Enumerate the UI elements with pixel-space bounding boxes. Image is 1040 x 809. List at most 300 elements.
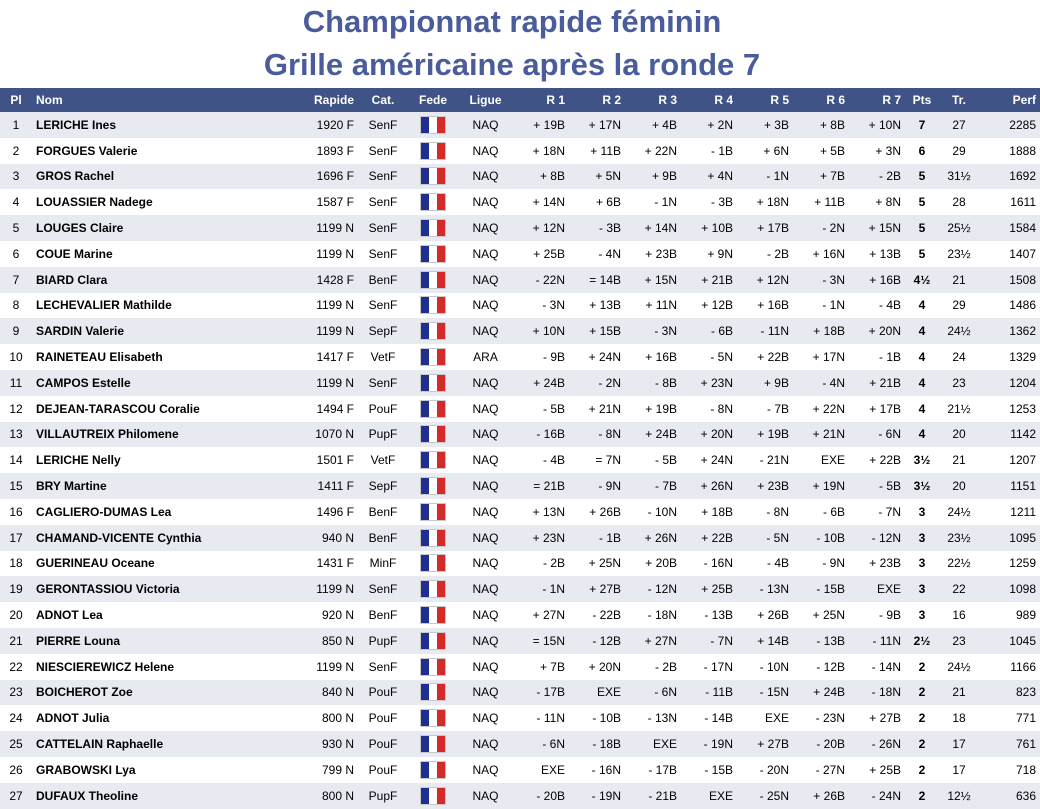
table-row bbox=[0, 370, 1040, 396]
cell-r7: + 15N bbox=[849, 215, 905, 241]
cell-rapide: 1501 F bbox=[290, 447, 358, 473]
cell-tr: 28 bbox=[939, 189, 979, 215]
table-row bbox=[0, 447, 1040, 473]
cell-r2: + 11B bbox=[569, 138, 625, 164]
table-row bbox=[0, 499, 1040, 525]
cell-pl: 2 bbox=[0, 138, 32, 164]
cell-nom: ADNOT Lea bbox=[32, 602, 290, 628]
cell-r6: + 5B bbox=[793, 138, 849, 164]
cell-pts: 4 bbox=[905, 422, 939, 448]
cell-r4: - 14B bbox=[681, 705, 737, 731]
cell-tr: 31½ bbox=[939, 164, 979, 190]
cell-nom: GUERINEAU Oceane bbox=[32, 551, 290, 577]
cell-r2: + 20N bbox=[569, 654, 625, 680]
france-flag-icon bbox=[421, 401, 445, 417]
cell-r6: + 11B bbox=[793, 189, 849, 215]
cell-cat: SenF bbox=[358, 164, 408, 190]
table-row bbox=[0, 576, 1040, 602]
cell-fede bbox=[408, 370, 458, 396]
cell-r7: - 1B bbox=[849, 344, 905, 370]
header-r4: R 4 bbox=[681, 88, 737, 112]
cell-r6: - 27N bbox=[793, 757, 849, 783]
cell-r2: = 7N bbox=[569, 447, 625, 473]
cell-r4: + 25B bbox=[681, 576, 737, 602]
cell-cat: SenF bbox=[358, 576, 408, 602]
cell-perf: 1204 bbox=[979, 370, 1040, 396]
cell-r6: - 9N bbox=[793, 551, 849, 577]
cell-rapide: 1920 F bbox=[290, 112, 358, 138]
cell-perf: 761 bbox=[979, 731, 1040, 757]
table-row bbox=[0, 783, 1040, 809]
cell-cat: PupF bbox=[358, 422, 408, 448]
cell-fede bbox=[408, 318, 458, 344]
cell-r3: + 20B bbox=[625, 551, 681, 577]
cell-r7: - 12N bbox=[849, 525, 905, 551]
cell-rapide: 1070 N bbox=[290, 422, 358, 448]
cell-r2: - 1B bbox=[569, 525, 625, 551]
cell-nom: COUE Marine bbox=[32, 241, 290, 267]
cell-r7: - 24N bbox=[849, 783, 905, 809]
cell-tr: 22 bbox=[939, 576, 979, 602]
cell-r3: EXE bbox=[625, 731, 681, 757]
cell-tr: 16 bbox=[939, 602, 979, 628]
table-row bbox=[0, 422, 1040, 448]
france-flag-icon bbox=[421, 762, 445, 778]
cell-r3: + 26N bbox=[625, 525, 681, 551]
cell-r6: + 24B bbox=[793, 680, 849, 706]
cell-r5: - 15N bbox=[737, 680, 793, 706]
cell-perf: 1692 bbox=[979, 164, 1040, 190]
cell-r1: + 7B bbox=[513, 654, 569, 680]
cell-pl: 4 bbox=[0, 189, 32, 215]
cell-r3: - 5B bbox=[625, 447, 681, 473]
cell-pl: 5 bbox=[0, 215, 32, 241]
france-flag-icon bbox=[421, 246, 445, 262]
cell-r4: - 16N bbox=[681, 551, 737, 577]
table-row bbox=[0, 267, 1040, 293]
cell-nom: CATTELAIN Raphaelle bbox=[32, 731, 290, 757]
cell-pts: 3 bbox=[905, 525, 939, 551]
cell-r5: + 27B bbox=[737, 731, 793, 757]
cell-r6: + 8B bbox=[793, 112, 849, 138]
cell-cat: PupF bbox=[358, 628, 408, 654]
cell-r1: + 27N bbox=[513, 602, 569, 628]
cell-r5: + 18N bbox=[737, 189, 793, 215]
cell-r7: - 14N bbox=[849, 654, 905, 680]
cell-tr: 23 bbox=[939, 370, 979, 396]
cell-r3: - 21B bbox=[625, 783, 681, 809]
cell-r7: + 20N bbox=[849, 318, 905, 344]
cell-fede bbox=[408, 499, 458, 525]
cell-r5: + 19B bbox=[737, 422, 793, 448]
cell-pl: 21 bbox=[0, 628, 32, 654]
cell-pts: 4½ bbox=[905, 267, 939, 293]
cell-fede bbox=[408, 757, 458, 783]
cell-pts: 7 bbox=[905, 112, 939, 138]
cell-nom: RAINETEAU Elisabeth bbox=[32, 344, 290, 370]
cell-r7: + 21B bbox=[849, 370, 905, 396]
cell-r2: + 5N bbox=[569, 164, 625, 190]
cell-r7: - 5B bbox=[849, 473, 905, 499]
cell-r7: EXE bbox=[849, 576, 905, 602]
cell-rapide: 1411 F bbox=[290, 473, 358, 499]
france-flag-icon bbox=[421, 736, 445, 752]
table-row bbox=[0, 164, 1040, 190]
cell-pts: 3 bbox=[905, 576, 939, 602]
cell-ligue: NAQ bbox=[458, 757, 513, 783]
cell-r7: - 7N bbox=[849, 499, 905, 525]
cell-r6: - 3N bbox=[793, 267, 849, 293]
cell-r3: + 23B bbox=[625, 241, 681, 267]
france-flag-icon bbox=[421, 117, 445, 133]
cell-fede bbox=[408, 731, 458, 757]
cell-r2: - 12B bbox=[569, 628, 625, 654]
cell-r2: - 2N bbox=[569, 370, 625, 396]
cell-r5: - 21N bbox=[737, 447, 793, 473]
cell-perf: 636 bbox=[979, 783, 1040, 809]
cell-ligue: NAQ bbox=[458, 473, 513, 499]
cell-perf: 1584 bbox=[979, 215, 1040, 241]
cell-cat: SepF bbox=[358, 473, 408, 499]
cell-tr: 20 bbox=[939, 422, 979, 448]
cell-r2: + 26B bbox=[569, 499, 625, 525]
cell-pts: 3½ bbox=[905, 447, 939, 473]
cell-r7: - 9B bbox=[849, 602, 905, 628]
table-row bbox=[0, 396, 1040, 422]
cell-nom: BRY Martine bbox=[32, 473, 290, 499]
cell-nom: PIERRE Louna bbox=[32, 628, 290, 654]
cell-rapide: 850 N bbox=[290, 628, 358, 654]
france-flag-icon bbox=[421, 710, 445, 726]
cell-nom: SARDIN Valerie bbox=[32, 318, 290, 344]
cell-nom: CAMPOS Estelle bbox=[32, 370, 290, 396]
cell-fede bbox=[408, 705, 458, 731]
cell-r6: - 2N bbox=[793, 215, 849, 241]
cell-r5: + 9B bbox=[737, 370, 793, 396]
table-row bbox=[0, 241, 1040, 267]
cell-r6: + 19N bbox=[793, 473, 849, 499]
cell-tr: 21 bbox=[939, 447, 979, 473]
cell-fede bbox=[408, 447, 458, 473]
cell-ligue: NAQ bbox=[458, 783, 513, 809]
table-row bbox=[0, 551, 1040, 577]
table-row bbox=[0, 680, 1040, 706]
cell-r3: + 19B bbox=[625, 396, 681, 422]
france-flag-icon bbox=[421, 788, 445, 804]
cell-cat: SenF bbox=[358, 654, 408, 680]
cell-ligue: NAQ bbox=[458, 215, 513, 241]
cell-rapide: 1696 F bbox=[290, 164, 358, 190]
cell-r6: - 1N bbox=[793, 293, 849, 319]
cell-r1: - 2B bbox=[513, 551, 569, 577]
cell-r3: - 1N bbox=[625, 189, 681, 215]
cell-r1: = 15N bbox=[513, 628, 569, 654]
cell-ligue: NAQ bbox=[458, 112, 513, 138]
cell-ligue: NAQ bbox=[458, 731, 513, 757]
cell-r2: - 16N bbox=[569, 757, 625, 783]
header-ligue: Ligue bbox=[458, 88, 513, 112]
cell-r5: - 4B bbox=[737, 551, 793, 577]
cell-perf: 771 bbox=[979, 705, 1040, 731]
cell-r4: + 24N bbox=[681, 447, 737, 473]
cell-perf: 1207 bbox=[979, 447, 1040, 473]
cell-r4: + 10B bbox=[681, 215, 737, 241]
cell-r3: + 14N bbox=[625, 215, 681, 241]
cell-tr: 21½ bbox=[939, 396, 979, 422]
cell-r4: - 17N bbox=[681, 654, 737, 680]
cell-r4: - 8N bbox=[681, 396, 737, 422]
cell-r6: + 21N bbox=[793, 422, 849, 448]
cell-r1: - 20B bbox=[513, 783, 569, 809]
cell-pts: 2½ bbox=[905, 628, 939, 654]
cell-r4: - 19N bbox=[681, 731, 737, 757]
cell-rapide: 800 N bbox=[290, 705, 358, 731]
cell-r3: - 13N bbox=[625, 705, 681, 731]
cell-r5: - 10N bbox=[737, 654, 793, 680]
header-tr: Tr. bbox=[939, 88, 979, 112]
cell-fede bbox=[408, 525, 458, 551]
cell-pl: 8 bbox=[0, 293, 32, 319]
cell-r2: - 8N bbox=[569, 422, 625, 448]
cell-r2: + 13B bbox=[569, 293, 625, 319]
cell-r5: - 25N bbox=[737, 783, 793, 809]
header-nom: Nom bbox=[32, 88, 290, 112]
cell-r7: + 10N bbox=[849, 112, 905, 138]
cell-r5: - 5N bbox=[737, 525, 793, 551]
cell-cat: SenF bbox=[358, 370, 408, 396]
cell-r5: + 17B bbox=[737, 215, 793, 241]
cell-fede bbox=[408, 241, 458, 267]
cell-r7: - 2B bbox=[849, 164, 905, 190]
cell-pts: 4 bbox=[905, 396, 939, 422]
cell-cat: BenF bbox=[358, 267, 408, 293]
cell-fede bbox=[408, 576, 458, 602]
cell-r5: + 22B bbox=[737, 344, 793, 370]
france-flag-icon bbox=[421, 272, 445, 288]
cell-r2: + 24N bbox=[569, 344, 625, 370]
cell-r2: - 10B bbox=[569, 705, 625, 731]
cell-fede bbox=[408, 189, 458, 215]
cell-cat: VetF bbox=[358, 344, 408, 370]
cell-tr: 24½ bbox=[939, 499, 979, 525]
cell-r3: - 12N bbox=[625, 576, 681, 602]
cell-r3: - 10N bbox=[625, 499, 681, 525]
cell-ligue: NAQ bbox=[458, 318, 513, 344]
france-flag-icon bbox=[421, 323, 445, 339]
cell-pl: 14 bbox=[0, 447, 32, 473]
cell-cat: PouF bbox=[358, 705, 408, 731]
cell-r1: EXE bbox=[513, 757, 569, 783]
cell-tr: 23½ bbox=[939, 525, 979, 551]
cell-r4: - 13B bbox=[681, 602, 737, 628]
cell-r3: + 11N bbox=[625, 293, 681, 319]
cell-r6: - 23N bbox=[793, 705, 849, 731]
cell-r7: + 17B bbox=[849, 396, 905, 422]
table-row bbox=[0, 757, 1040, 783]
header-r3: R 3 bbox=[625, 88, 681, 112]
cell-perf: 989 bbox=[979, 602, 1040, 628]
cell-pl: 13 bbox=[0, 422, 32, 448]
cell-r6: + 7B bbox=[793, 164, 849, 190]
cell-perf: 1098 bbox=[979, 576, 1040, 602]
cell-ligue: NAQ bbox=[458, 164, 513, 190]
cell-cat: PouF bbox=[358, 680, 408, 706]
cell-cat: SenF bbox=[358, 215, 408, 241]
cell-rapide: 800 N bbox=[290, 783, 358, 809]
cell-pts: 2 bbox=[905, 654, 939, 680]
cell-r5: - 2B bbox=[737, 241, 793, 267]
header-r2: R 2 bbox=[569, 88, 625, 112]
cell-perf: 1166 bbox=[979, 654, 1040, 680]
cell-pl: 25 bbox=[0, 731, 32, 757]
france-flag-icon bbox=[421, 607, 445, 623]
cell-fede bbox=[408, 164, 458, 190]
cell-perf: 1362 bbox=[979, 318, 1040, 344]
france-flag-icon bbox=[421, 194, 445, 210]
cell-r1: - 17B bbox=[513, 680, 569, 706]
cell-rapide: 1893 F bbox=[290, 138, 358, 164]
cell-nom: VILLAUTREIX Philomene bbox=[32, 422, 290, 448]
table-header-row bbox=[0, 88, 1040, 112]
cell-r6: - 20B bbox=[793, 731, 849, 757]
cell-nom: BOICHEROT Zoe bbox=[32, 680, 290, 706]
cell-rapide: 1587 F bbox=[290, 189, 358, 215]
cell-ligue: NAQ bbox=[458, 241, 513, 267]
cell-rapide: 1199 N bbox=[290, 293, 358, 319]
cell-r6: - 13B bbox=[793, 628, 849, 654]
cell-fede bbox=[408, 551, 458, 577]
cell-r4: - 5N bbox=[681, 344, 737, 370]
cell-r2: - 9N bbox=[569, 473, 625, 499]
cell-fede bbox=[408, 473, 458, 499]
cell-cat: BenF bbox=[358, 602, 408, 628]
cell-fede bbox=[408, 215, 458, 241]
cell-cat: PouF bbox=[358, 757, 408, 783]
table-row bbox=[0, 189, 1040, 215]
cell-r3: - 8B bbox=[625, 370, 681, 396]
cell-r1: + 12N bbox=[513, 215, 569, 241]
table-row bbox=[0, 654, 1040, 680]
cell-r6: - 4N bbox=[793, 370, 849, 396]
cell-cat: BenF bbox=[358, 525, 408, 551]
cell-r3: + 24B bbox=[625, 422, 681, 448]
cell-r2: + 25N bbox=[569, 551, 625, 577]
cell-rapide: 1199 N bbox=[290, 370, 358, 396]
cell-r7: + 23B bbox=[849, 551, 905, 577]
cell-perf: 1045 bbox=[979, 628, 1040, 654]
cell-r4: - 7N bbox=[681, 628, 737, 654]
france-flag-icon bbox=[421, 297, 445, 313]
header-perf: Perf bbox=[979, 88, 1040, 112]
cell-rapide: 920 N bbox=[290, 602, 358, 628]
cell-nom: LOUASSIER Nadege bbox=[32, 189, 290, 215]
cell-ligue: NAQ bbox=[458, 267, 513, 293]
cell-r4: + 20N bbox=[681, 422, 737, 448]
cell-pl: 1 bbox=[0, 112, 32, 138]
cell-cat: PupF bbox=[358, 783, 408, 809]
cell-nom: ADNOT Julia bbox=[32, 705, 290, 731]
france-flag-icon bbox=[421, 143, 445, 159]
table-row bbox=[0, 731, 1040, 757]
cell-tr: 21 bbox=[939, 267, 979, 293]
cell-r6: + 17N bbox=[793, 344, 849, 370]
cell-r2: + 6B bbox=[569, 189, 625, 215]
cell-cat: SenF bbox=[358, 189, 408, 215]
cell-r1: - 16B bbox=[513, 422, 569, 448]
cell-r5: + 14B bbox=[737, 628, 793, 654]
cell-cat: SenF bbox=[358, 112, 408, 138]
cell-pl: 20 bbox=[0, 602, 32, 628]
cell-r4: + 12B bbox=[681, 293, 737, 319]
cell-rapide: 840 N bbox=[290, 680, 358, 706]
cell-fede bbox=[408, 783, 458, 809]
cell-r1: - 11N bbox=[513, 705, 569, 731]
cell-cat: SenF bbox=[358, 293, 408, 319]
cell-r5: + 3B bbox=[737, 112, 793, 138]
cell-r6: - 10B bbox=[793, 525, 849, 551]
cell-r1: + 24B bbox=[513, 370, 569, 396]
cell-rapide: 1199 N bbox=[290, 318, 358, 344]
header-r5: R 5 bbox=[737, 88, 793, 112]
cell-pts: 5 bbox=[905, 241, 939, 267]
cell-ligue: NAQ bbox=[458, 705, 513, 731]
cell-r7: + 25B bbox=[849, 757, 905, 783]
cell-r1: - 5B bbox=[513, 396, 569, 422]
cell-fede bbox=[408, 138, 458, 164]
cell-ligue: NAQ bbox=[458, 551, 513, 577]
cell-pts: 5 bbox=[905, 164, 939, 190]
cell-rapide: 1431 F bbox=[290, 551, 358, 577]
cell-r7: - 18N bbox=[849, 680, 905, 706]
standings-body bbox=[0, 112, 1040, 809]
cell-r5: + 12N bbox=[737, 267, 793, 293]
cell-nom: GRABOWSKI Lya bbox=[32, 757, 290, 783]
cell-nom: LECHEVALIER Mathilde bbox=[32, 293, 290, 319]
cell-pts: 3 bbox=[905, 602, 939, 628]
cell-rapide: 1199 N bbox=[290, 654, 358, 680]
cell-tr: 24 bbox=[939, 344, 979, 370]
cell-ligue: NAQ bbox=[458, 628, 513, 654]
cell-r6: - 6B bbox=[793, 499, 849, 525]
cell-pts: 4 bbox=[905, 293, 939, 319]
header-cat: Cat. bbox=[358, 88, 408, 112]
cell-perf: 1253 bbox=[979, 396, 1040, 422]
cell-pl: 16 bbox=[0, 499, 32, 525]
cell-r4: + 2N bbox=[681, 112, 737, 138]
cell-tr: 17 bbox=[939, 731, 979, 757]
cell-nom: DUFAUX Theoline bbox=[32, 783, 290, 809]
cell-r5: - 11N bbox=[737, 318, 793, 344]
cell-pts: 3 bbox=[905, 551, 939, 577]
cell-ligue: NAQ bbox=[458, 654, 513, 680]
cell-tr: 27 bbox=[939, 112, 979, 138]
cell-pl: 15 bbox=[0, 473, 32, 499]
cell-perf: 1095 bbox=[979, 525, 1040, 551]
cell-r4: + 23N bbox=[681, 370, 737, 396]
cell-pl: 11 bbox=[0, 370, 32, 396]
cell-tr: 23 bbox=[939, 628, 979, 654]
cell-perf: 2285 bbox=[979, 112, 1040, 138]
cell-r7: - 26N bbox=[849, 731, 905, 757]
cell-r3: + 4B bbox=[625, 112, 681, 138]
cell-r5: + 16B bbox=[737, 293, 793, 319]
cell-r1: + 23N bbox=[513, 525, 569, 551]
france-flag-icon bbox=[421, 349, 445, 365]
cell-fede bbox=[408, 267, 458, 293]
cell-r7: + 8N bbox=[849, 189, 905, 215]
cell-r2: - 19N bbox=[569, 783, 625, 809]
cell-nom: DEJEAN-TARASCOU Coralie bbox=[32, 396, 290, 422]
